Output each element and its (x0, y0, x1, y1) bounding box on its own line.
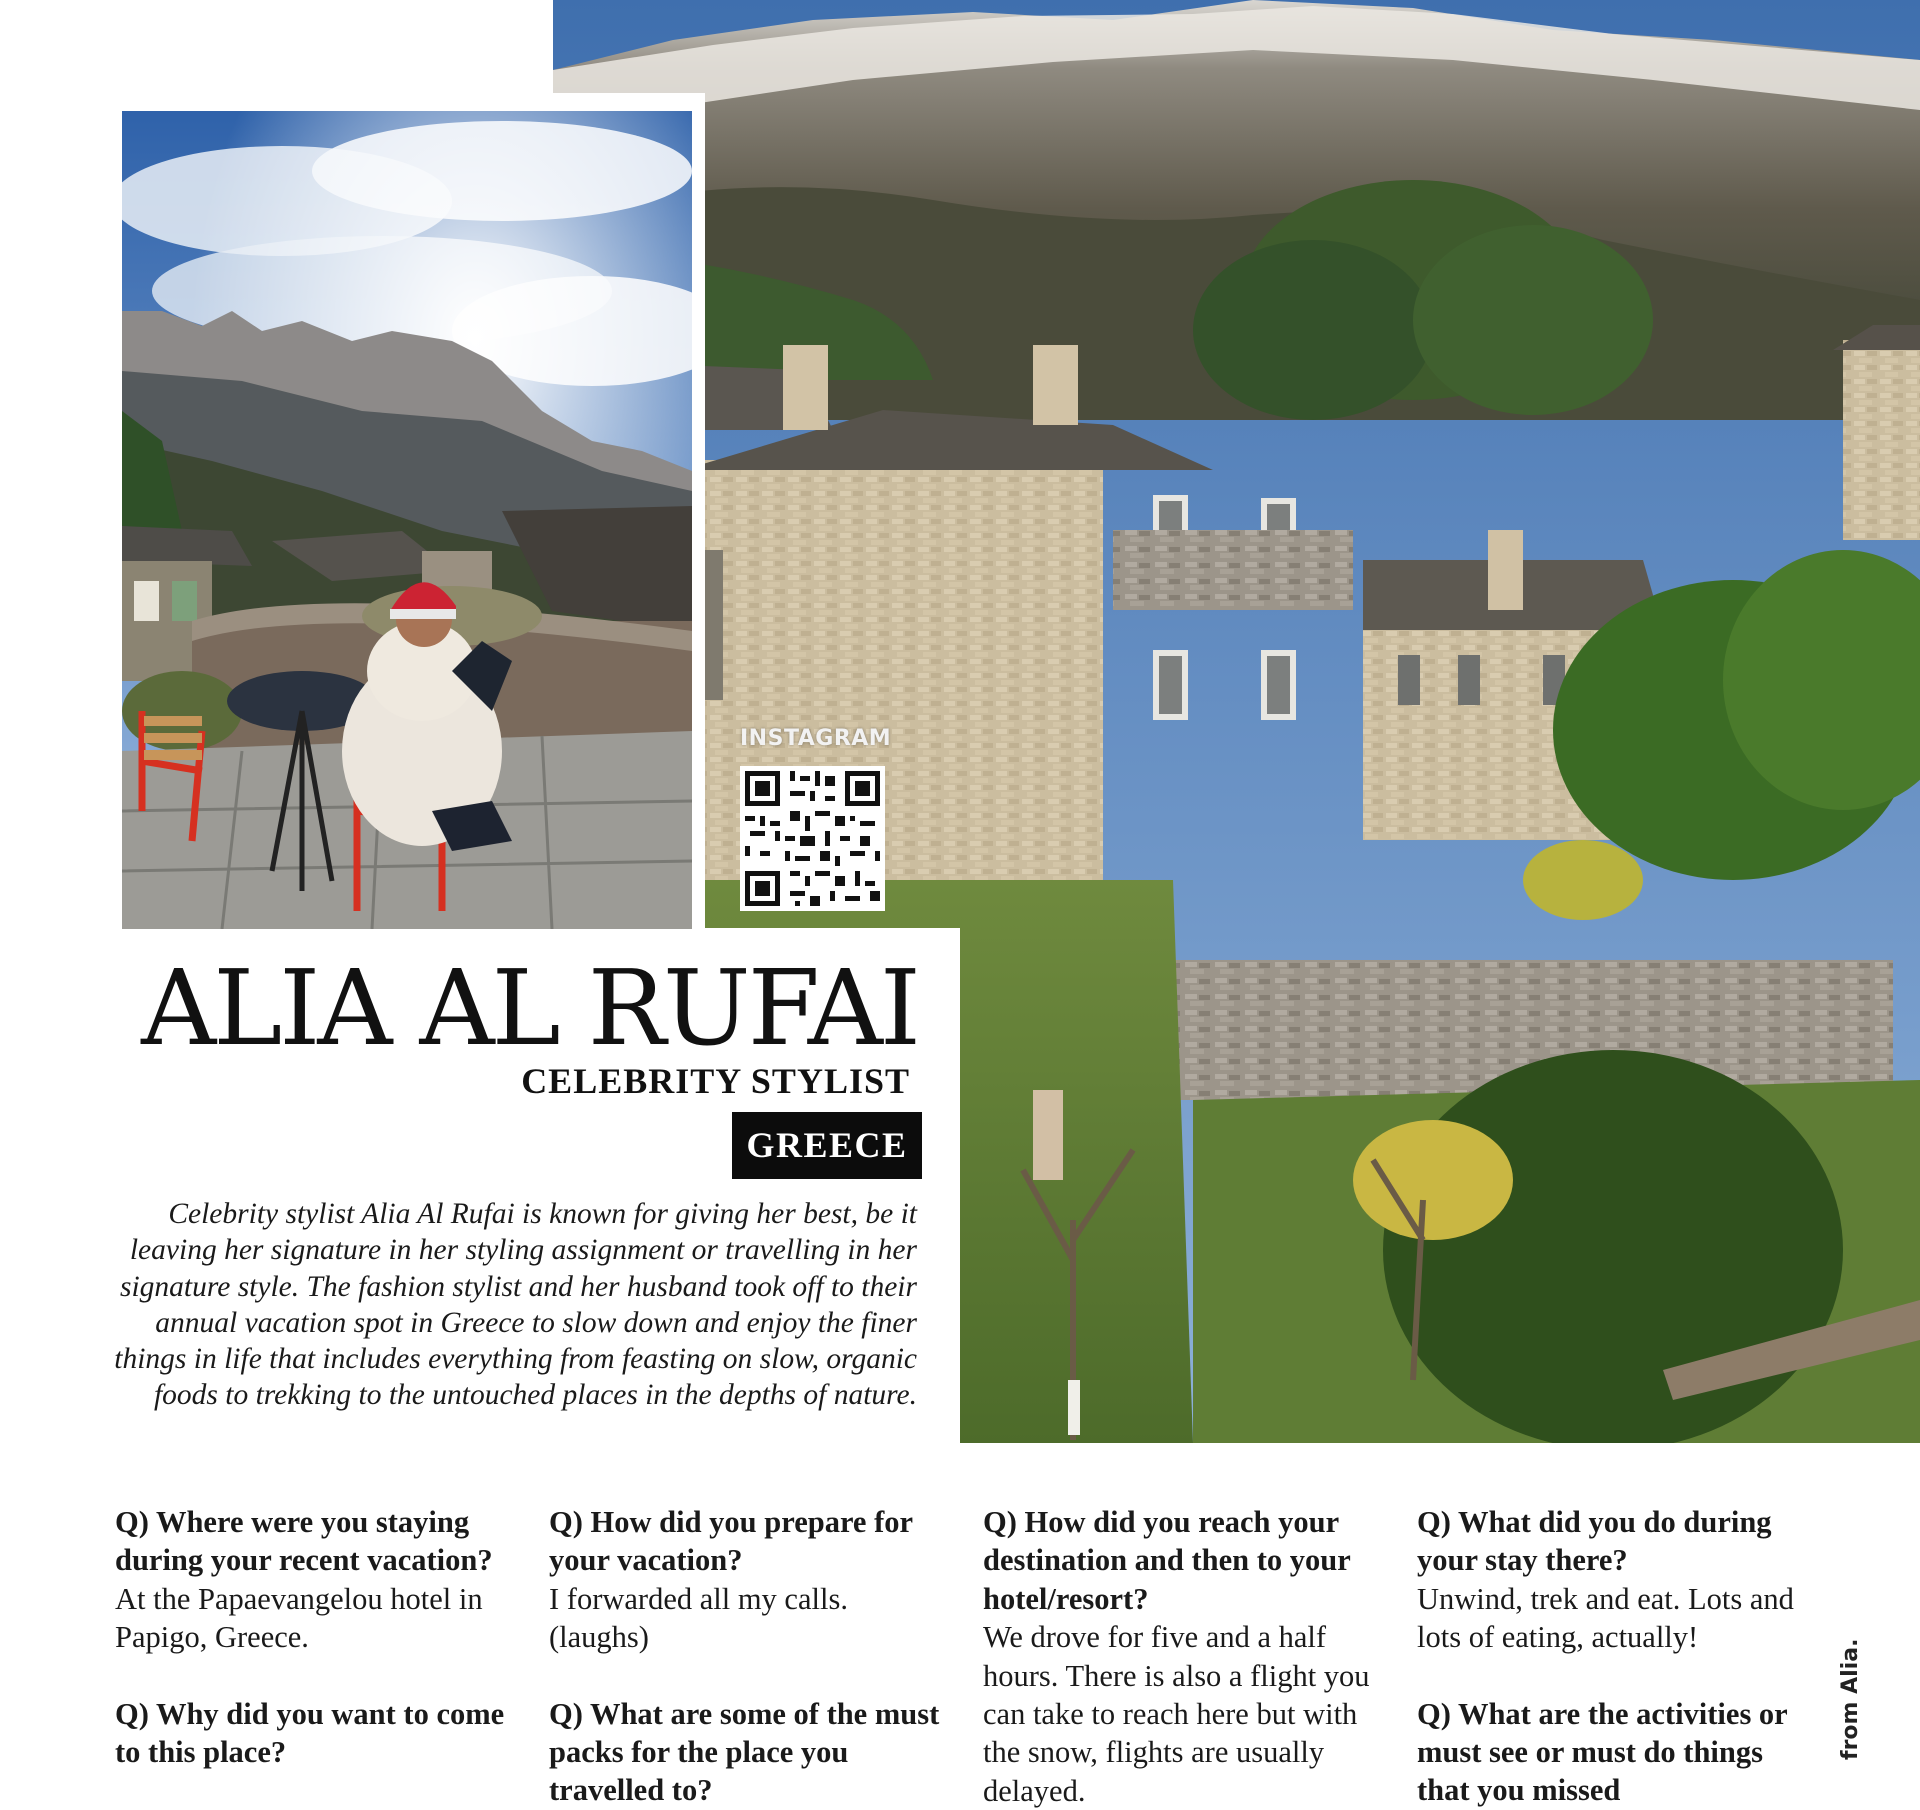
white-margin-top (0, 0, 553, 100)
qa-column-4 (1417, 1503, 1812, 1810)
profile-role: CELEBRITY STYLIST (521, 1061, 910, 1101)
answer: Unwind, trek and eat. Lots and lots of eating, actually! (1417, 1581, 1794, 1655)
answer: At the Papaevangelou hotel in Papigo, Greece. (115, 1581, 483, 1655)
country-badge: GREECE (732, 1112, 922, 1179)
intro-paragraph: Celebrity stylist Alia Al Rufai is known for giving her best, be it leaving her signature in her styling assignment or travelling in her signature style. The fashion stylist and her husband took off to their annual vacation spot in Greece to slow down and enjoy the finer things in life that includes everything from feasting on slow, organic foods to trekking to the untouched places in the depths of nature. (114, 1198, 917, 1412)
qa-item (115, 1503, 510, 1657)
qa-item (983, 1503, 1378, 1810)
qa-item (549, 1503, 944, 1657)
question: Q) What did you do during your stay there? (1417, 1505, 1772, 1578)
question: Q) What are some of the must packs for the place you travelled to? (549, 1696, 940, 1808)
qr-code-icon (740, 766, 885, 911)
question: Q) What are the activities or must see or must do things that you missed (1417, 1696, 1788, 1808)
question: Q) How did you prepare for your vacation? (549, 1505, 913, 1578)
profile-name-heading: ALIA AL RUFAI (141, 947, 918, 1069)
question: Q) Why did you want to come to this place? (115, 1696, 505, 1770)
portrait-photo (122, 111, 692, 929)
qa-column-2 (549, 1503, 944, 1810)
qa-item (1417, 1503, 1812, 1657)
photo-credit: from Alia. (1838, 1638, 1863, 1760)
qa-column-1 (115, 1503, 510, 1771)
instagram-label: INSTAGRAM (740, 726, 892, 751)
question: Q) How did you reach your destination and then to your hotel/resort? (983, 1505, 1351, 1616)
instagram-qr-code[interactable] (740, 766, 885, 911)
qa-item (115, 1695, 510, 1772)
qa-item (1417, 1695, 1812, 1810)
qa-column-3 (983, 1503, 1378, 1810)
question: Q) Where were you staying during your recent vacation? (115, 1505, 493, 1578)
qa-item (549, 1695, 944, 1810)
answer: We drove for five and a half hours. There is also a flight you can take to reach here but with the snow, flights are usually delayed. (983, 1620, 1370, 1808)
answer: I forwarded all my calls. (laughs) (549, 1581, 848, 1655)
portrait-illustration (122, 111, 692, 929)
